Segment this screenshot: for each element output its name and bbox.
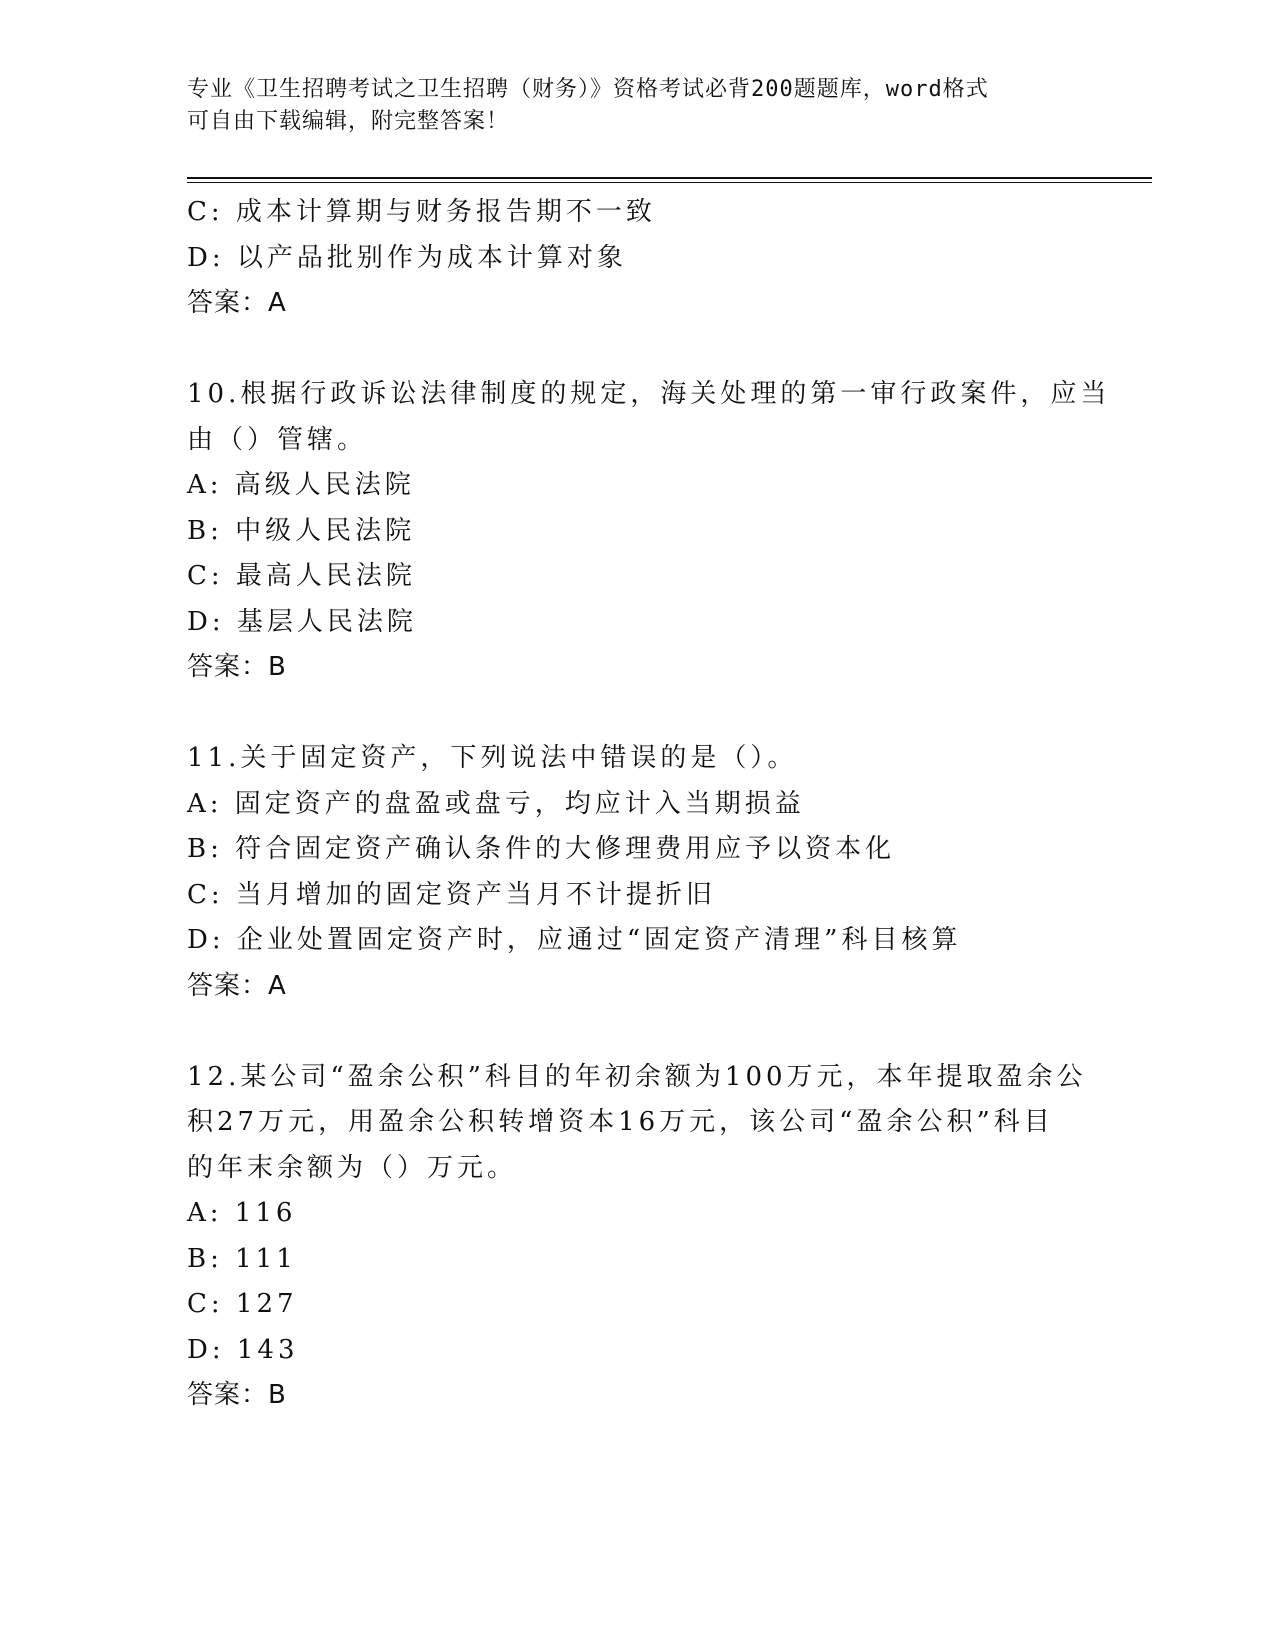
header-divider-thin: [187, 182, 1152, 183]
question-stem-line: 10.根据行政诉讼法律制度的规定，海关处理的第一审行政案件，应当: [187, 379, 1111, 409]
question-stem-line: 的年末余额为（）万元。: [187, 1152, 518, 1183]
option-line: B: 中级人民法院: [187, 515, 416, 546]
question-stem-line: 12.某公司“盈余公积”科目的年初余额为100万元，本年提取盈余公: [187, 1061, 1087, 1092]
answer-line: 答案：A: [187, 288, 287, 318]
option-line: C: 当月增加的固定资产当月不计提折旧: [187, 879, 716, 910]
option-line: D: 基层人民法院: [187, 606, 417, 637]
option-line: C: 成本计算期与财务报告期不一致: [187, 197, 656, 227]
option-line: A: 固定资产的盘盈或盘亏，均应计入当期损益: [187, 788, 805, 819]
question-list: [187, 190, 1111, 1419]
question-block-11: [187, 736, 1087, 1009]
answer-line: 答案：A: [187, 970, 287, 1001]
document-header: [187, 74, 1087, 138]
option-line: B: 111: [187, 1243, 297, 1274]
option-line: D: 以产品批别作为成本计算对象: [187, 242, 627, 273]
spacer: [187, 691, 1087, 737]
option-line: A: 高级人民法院: [187, 470, 415, 500]
header-line-2: 可自由下载编辑，附完整答案！: [187, 109, 510, 134]
question-stem-line: 积27万元，用盈余公积转增资本16万元，该公司“盈余公积”科目: [187, 1107, 1054, 1137]
option-line: D: 143: [187, 1334, 299, 1365]
question-stem-line: 由（）管辖。: [187, 424, 368, 455]
header-line-1: 专业《卫生招聘考试之卫生招聘（财务）》资格考试必背200题题库，word格式: [187, 77, 989, 102]
question-stem-line: 11.关于固定资产，下列说法中错误的是（）。: [187, 743, 798, 773]
option-line: C: 127: [187, 1289, 298, 1319]
question-block-12: [187, 1055, 1087, 1419]
spacer: [187, 1009, 1087, 1055]
spacer: [187, 327, 1087, 373]
option-line: D: 企业处置固定资产时，应通过“固定资产清理”科目核算: [187, 925, 962, 955]
answer-line: 答案：B: [187, 1380, 287, 1410]
option-line: C: 最高人民法院: [187, 561, 416, 591]
header-divider-thick: [187, 177, 1152, 179]
question-block-9: [187, 190, 1087, 327]
answer-line: 答案：B: [187, 652, 287, 682]
option-line: A: 116: [187, 1198, 297, 1228]
question-block-10: [187, 372, 1111, 691]
option-line: B: 符合固定资产确认条件的大修理费用应予以资本化: [187, 834, 896, 864]
